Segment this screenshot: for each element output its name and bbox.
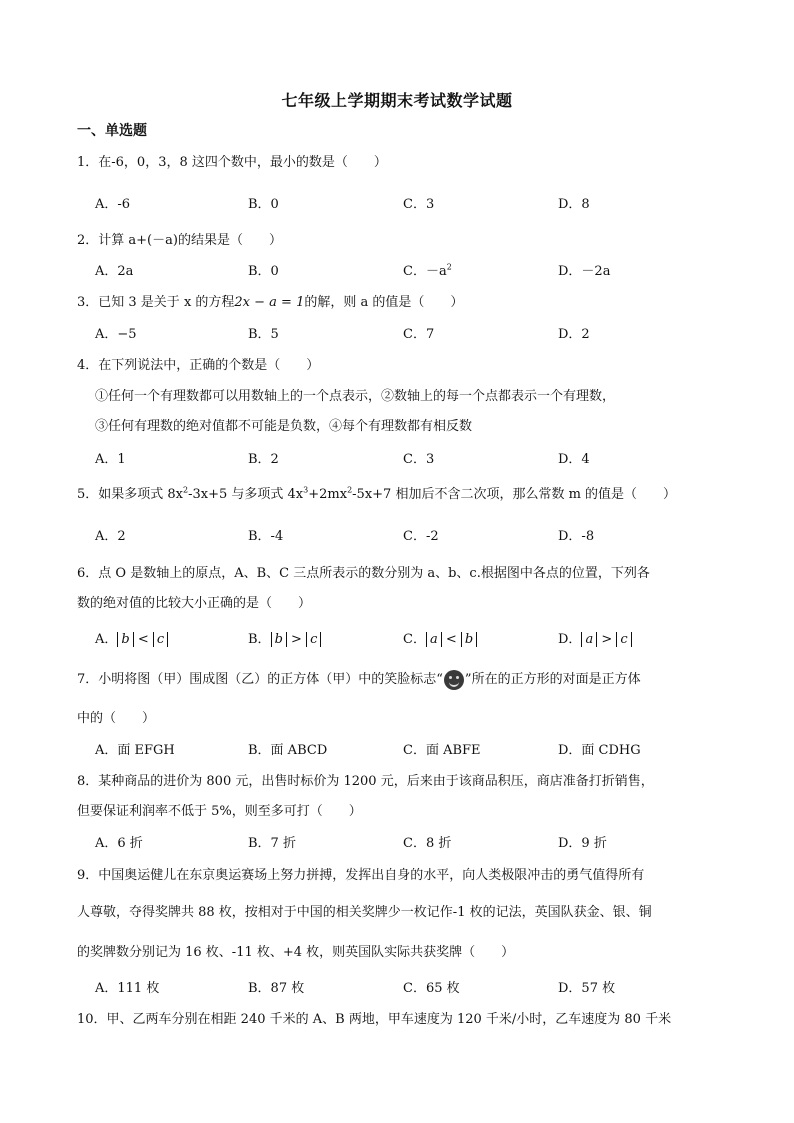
question-7-line-2: 中的（ ） (77, 711, 156, 726)
option-c: C．3 (403, 452, 435, 467)
question-2: 2．计算 a+(－a)的结果是（ ） (77, 233, 282, 248)
option-c: C． a < b (403, 628, 477, 647)
option-b: B．5 (248, 327, 279, 342)
question-1: 1．在-6，0，3，8 这四个数中，最小的数是（ ） (77, 155, 387, 170)
question-4-statements-2: ③任何有理数的绝对值都不可能是负数，④每个有理数都有相反数 (95, 419, 473, 434)
option-d: D．2 (558, 327, 590, 342)
question-8-line-2: 但要保证利润率不低于 5%，则至多可打（ ） (77, 804, 362, 819)
question-4-statements-1: ①任何一个有理数都可以用数轴上的一个点表示，②数轴上的每一个点都表示一个有理数， (95, 389, 616, 404)
option-a: A．−5 (95, 327, 137, 342)
question-9-line-2: 人尊敬，夺得奖牌共 88 枚，按相对于中国的相关奖牌少一枚记作-1 枚的记法，英国队获金、银、铜 (77, 905, 652, 920)
option-a: A．6 折 (95, 836, 143, 851)
option-c: C．65 枚 (403, 981, 460, 996)
question-6-line-1: 6．点 O 是数轴上的原点，A、B、C 三点所表示的数分别为 a、b、c.根据图中各点的位置，下列各 (77, 566, 650, 581)
option-c: C．面 ABFE (403, 743, 481, 758)
option-a: A．111 枚 (95, 981, 160, 996)
question-3: 3．已知 3 是关于 x 的方程2x − a = 1的解，则 a 的值是（ ） (77, 295, 464, 310)
option-b: B．-4 (248, 529, 284, 544)
question-4: 4．在下列说法中，正确的个数是（ ） (77, 358, 320, 373)
option-d: D．8 (558, 197, 590, 212)
option-b: B． b > c (248, 628, 321, 647)
smiley-face-icon (444, 670, 464, 690)
option-a: A． b < c (95, 628, 168, 647)
question-9-line-3: 的奖牌数分别记为 16 枚、-11 枚、+4 枚，则英国队实际共获奖牌（ ） (77, 945, 515, 960)
option-d: D．面 CDHG (558, 743, 641, 758)
option-d: D．9 折 (558, 836, 607, 851)
question-8-line-1: 8．某种商品的进价为 800 元，出售时标价为 1200 元，后来由于该商品积压，商店准备打折销售， (77, 774, 654, 789)
option-b: B．2 (248, 452, 279, 467)
option-c: C．8 折 (403, 836, 452, 851)
page-title: 七年级上学期期末考试数学试题 (281, 91, 513, 110)
question-6-line-2: 数的绝对值的比较大小正确的是（ ） (77, 596, 312, 611)
question-9-line-1: 9．中国奥运健儿在东京奥运赛场上努力拼搏，发挥出自身的水平，向人类极限冲击的勇气值得所有 (77, 868, 645, 883)
option-d: D．57 枚 (558, 981, 616, 996)
equation: 2x − a = 1 (234, 295, 305, 310)
option-b: B．面 ABCD (248, 743, 328, 758)
option-b: B．87 枚 (248, 981, 305, 996)
option-b: B．7 折 (248, 836, 296, 851)
section-heading: 一、单选题 (77, 123, 147, 139)
option-d: D． a > c (558, 628, 632, 647)
option-b: B．0 (248, 264, 279, 279)
option-a: A．1 (95, 452, 126, 467)
option-a: A．面 EFGH (95, 743, 175, 758)
question-10-line-1: 10．甲、乙两车分别在相距 240 千米的 A、B 两地，甲车速度为 120 千米/小时，乙车速度为 80 千米 (77, 1012, 672, 1027)
option-d: D．－2a (558, 264, 611, 279)
option-b: B．0 (248, 197, 279, 212)
option-a: A．2a (95, 264, 134, 279)
option-c: C．3 (403, 197, 435, 212)
option-a: A．-6 (95, 197, 131, 212)
option-d: D．-8 (558, 529, 595, 544)
option-d: D．4 (558, 452, 590, 467)
option-a: A．2 (95, 529, 126, 544)
option-c: C．7 (403, 327, 435, 342)
question-7-line-1: 7．小明将图（甲）围成图（乙）的正方体（甲）中的笑脸标志“ ”所在的正方形的对面是正方体 (77, 668, 641, 690)
option-c: C．$-a^2$ (403, 262, 452, 279)
question-5: 5．如果多项式 $8x^2-3x+5$ 与多项式 $4x^3+2mx^2-5x+7$ 相加后不含二次项，那么常数 m 的值是（ ） (77, 485, 677, 502)
option-c: C．-2 (403, 529, 439, 544)
